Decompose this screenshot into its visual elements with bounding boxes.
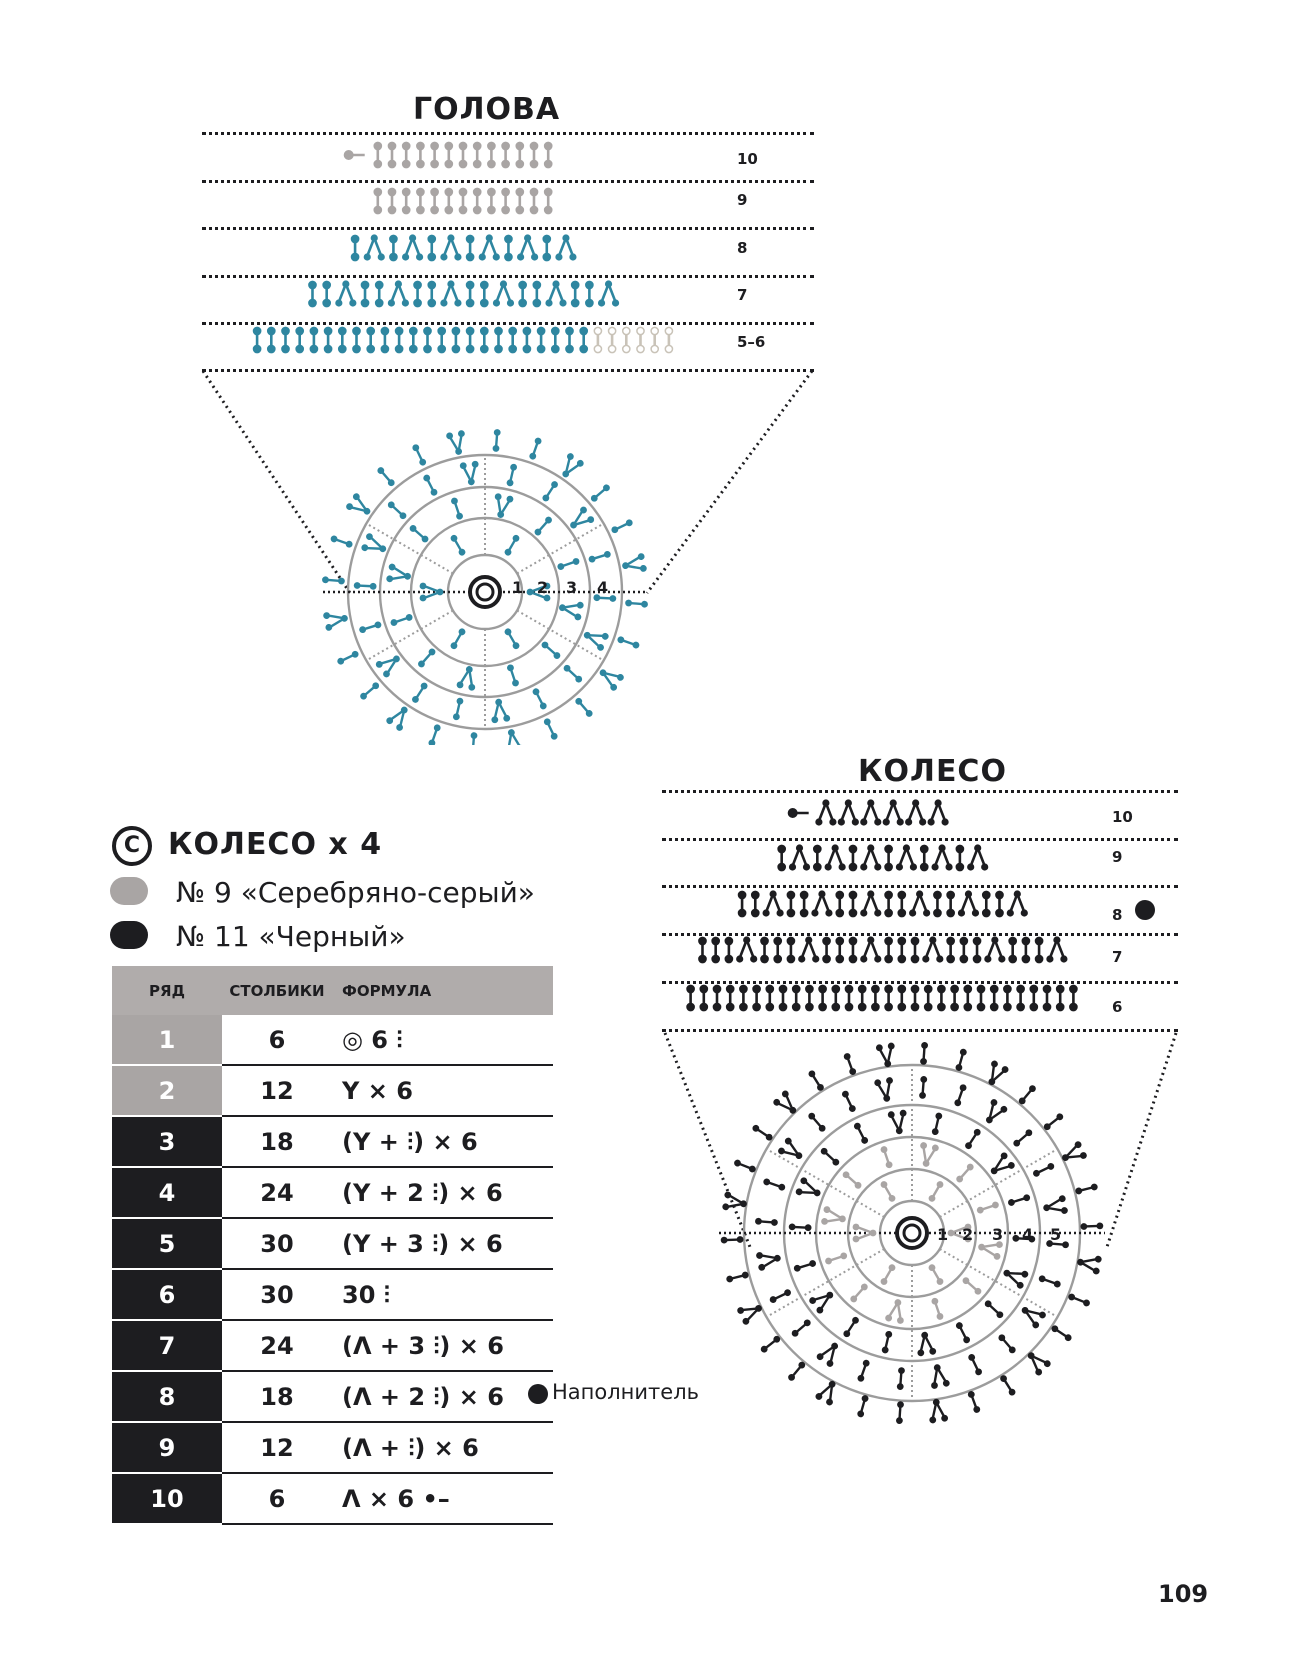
single-crochet-symbol <box>814 845 821 870</box>
round-stitch-symbol <box>721 1236 744 1244</box>
round-stitch-symbol <box>793 1259 817 1272</box>
pattern-table <box>112 966 553 1525</box>
single-crochet-symbol <box>996 891 1003 916</box>
decrease-symbol <box>984 936 1005 962</box>
head-diagram-label: 3 <box>566 578 578 597</box>
round-stitch-symbol <box>879 1180 896 1203</box>
round-stitch-symbol <box>881 1330 893 1354</box>
row-stitches: 12 <box>222 1065 332 1116</box>
decrease-symbol <box>736 936 757 962</box>
single-crochet-symbol <box>849 845 856 870</box>
round-stitch-symbol <box>1000 1263 1029 1290</box>
legend-silver-text: № 9 «Серебряно-серый» <box>176 876 535 909</box>
table-row <box>112 1065 553 1116</box>
wheel-row-label: 7 <box>1112 948 1123 966</box>
fasten-off-symbol <box>788 808 809 818</box>
single-crochet-symbol <box>911 937 918 962</box>
single-crochet-symbol <box>1022 937 1029 962</box>
round-stitch-symbol <box>964 1128 982 1151</box>
round-stitch-symbol <box>1007 1194 1031 1207</box>
round-stitch-symbol <box>795 1176 824 1203</box>
single-crochet-symbol <box>752 891 759 916</box>
round-stitch-symbol <box>842 1316 860 1339</box>
round-stitch-symbol <box>1042 1112 1064 1131</box>
single-crochet-symbol <box>885 937 892 962</box>
round-stitch-symbol <box>736 1298 766 1325</box>
wheel-diagram-label: 5 <box>1050 1225 1062 1244</box>
round-stitch-symbol <box>967 1353 983 1376</box>
round-stitch-symbol <box>955 1162 975 1184</box>
round-stitch-symbol <box>915 1331 937 1357</box>
row-stitches: 18 <box>222 1116 332 1167</box>
round-stitch-symbol <box>790 1318 812 1338</box>
round-stitch-symbol <box>841 1090 857 1113</box>
single-crochet-symbol <box>1057 985 1064 1010</box>
decrease-symbol <box>909 890 930 916</box>
single-crochet-symbol <box>699 937 706 962</box>
magic-ring-icon <box>897 1218 927 1248</box>
decrease-symbol <box>905 799 926 825</box>
decrease-symbol <box>1007 890 1028 916</box>
round-stitch-symbol <box>953 1083 967 1107</box>
round-stitch-symbol <box>976 1201 1000 1215</box>
row-number: 5 <box>112 1218 222 1269</box>
single-crochet-symbol <box>787 891 794 916</box>
filler-icon <box>1135 900 1155 920</box>
wheel-diagram-label: 4 <box>1022 1225 1034 1244</box>
head-diagram-label: 1 <box>512 578 524 597</box>
single-crochet-symbol <box>725 937 732 962</box>
single-crochet-symbol <box>938 985 945 1010</box>
header-formula: ФОРМУЛА <box>332 966 553 1015</box>
row-formula: (Y + 2 ⫶) × 6 <box>332 1167 553 1218</box>
decrease-symbol <box>825 844 846 870</box>
filler-note: Наполнитель <box>552 1380 699 1404</box>
round-stitch-symbol <box>815 1338 844 1368</box>
decrease-symbol <box>789 844 810 870</box>
row-stitches: 24 <box>222 1320 332 1371</box>
single-crochet-symbol <box>774 937 781 962</box>
round-stitch-symbol <box>1075 1183 1099 1195</box>
round-stitch-symbol <box>756 1248 783 1271</box>
round-stitch-symbol <box>931 1297 945 1321</box>
single-crochet-symbol <box>836 937 843 962</box>
round-stitch-symbol <box>999 1374 1017 1397</box>
round-stitch-symbol <box>772 1089 802 1119</box>
decrease-symbol <box>763 890 784 916</box>
single-crochet-symbol <box>911 985 918 1010</box>
round-stitch-symbol <box>980 1098 1009 1128</box>
wheel-section-title: КОЛЕСО x 4 <box>168 827 383 862</box>
row-stitches: 30 <box>222 1269 332 1320</box>
single-crochet-symbol <box>761 937 768 962</box>
round-stitch-symbol <box>733 1159 757 1174</box>
round-stitch-symbol <box>1042 1195 1069 1218</box>
header-stitches: СТОЛБИКИ <box>222 966 332 1015</box>
table-row <box>112 1422 553 1473</box>
wheel-row-label: 10 <box>1112 808 1133 826</box>
round-stitch-symbol <box>1050 1324 1073 1342</box>
head-diagram-label: 2 <box>537 578 549 597</box>
row-stitches: 24 <box>222 1167 332 1218</box>
round-stitch-symbol <box>821 1206 848 1229</box>
round-stitch-symbol <box>916 1142 939 1169</box>
round-stitch-symbol <box>787 1360 807 1382</box>
row-formula: Y × 6 <box>332 1065 553 1116</box>
row-formula: (Ʌ + ⫶) × 6 <box>332 1422 553 1473</box>
round-stitch-symbol <box>1022 1347 1052 1377</box>
single-crochet-symbol <box>819 985 826 1010</box>
head-title: ГОЛОВА <box>413 92 561 127</box>
single-crochet-symbol <box>956 845 963 870</box>
table-row <box>112 1116 553 1167</box>
decrease-symbol <box>860 799 881 825</box>
round-stitch-symbol <box>897 1367 906 1390</box>
round-stitch-symbol <box>853 1122 869 1145</box>
round-stitch-symbol <box>807 1069 825 1092</box>
round-stitch-symbol <box>880 1145 894 1169</box>
single-crochet-symbol <box>845 985 852 1010</box>
wheel-row-label: 8 <box>1112 906 1123 924</box>
round-stitch-symbol <box>931 1112 943 1136</box>
wheel-diagram-label: 1 <box>937 1225 949 1244</box>
decrease-symbol <box>922 936 943 962</box>
round-stitch-symbol <box>1017 1301 1047 1330</box>
wheel-row-label: 6 <box>1112 998 1123 1016</box>
decrease-symbol <box>860 890 881 916</box>
round-stitch-symbol <box>1017 1084 1037 1106</box>
single-crochet-symbol <box>934 891 941 916</box>
single-crochet-symbol <box>849 891 856 916</box>
round-stitch-symbol <box>926 1398 948 1424</box>
legend-black-text: № 11 «Черный» <box>176 920 406 953</box>
round-stitch-symbol <box>927 1180 944 1203</box>
row-number: 4 <box>112 1167 222 1218</box>
single-crochet-symbol <box>687 985 694 1010</box>
single-crochet-symbol <box>898 985 905 1010</box>
copyright-icon: C <box>112 826 152 866</box>
single-crochet-symbol <box>849 937 856 962</box>
row-number: 3 <box>112 1116 222 1167</box>
round-stitch-symbol <box>896 1401 904 1424</box>
row-number: 9 <box>112 1422 222 1473</box>
row-number: 10 <box>112 1473 222 1524</box>
table-row <box>112 1269 553 1320</box>
round-stitch-symbol <box>1032 1162 1055 1178</box>
single-crochet-symbol <box>947 937 954 962</box>
row-number: 2 <box>112 1065 222 1116</box>
single-crochet-symbol <box>921 845 928 870</box>
table-row <box>112 1320 553 1371</box>
head-row-label: 7 <box>737 286 748 304</box>
single-crochet-symbol <box>898 891 905 916</box>
head-row-label: 9 <box>737 191 748 209</box>
wheel-title: КОЛЕСО <box>858 754 1007 789</box>
row-stitches: 18 <box>222 1371 332 1422</box>
single-crochet-symbol <box>951 985 958 1010</box>
row-formula: ◎ 6 ⫶ <box>332 1015 553 1065</box>
single-crochet-symbol <box>779 985 786 1010</box>
wheel-diagram-label: 3 <box>992 1225 1004 1244</box>
single-crochet-symbol <box>727 985 734 1010</box>
row-formula: (Ʌ + 2 ⫶) × 6 <box>332 1371 553 1422</box>
round-stitch-symbol <box>789 1223 812 1231</box>
single-crochet-symbol <box>1017 985 1024 1010</box>
single-crochet-symbol <box>973 937 980 962</box>
decrease-symbol <box>896 844 917 870</box>
head-row-label: 10 <box>737 150 758 168</box>
single-crochet-symbol <box>885 985 892 1010</box>
head-row-label: 5–6 <box>737 333 766 351</box>
wheel-round-diagram <box>655 1025 1185 1445</box>
table-row <box>112 1473 553 1524</box>
decrease-symbol <box>860 936 881 962</box>
round-stitch-symbol <box>876 1042 898 1068</box>
round-stitch-symbol <box>919 1076 928 1099</box>
single-crochet-symbol <box>977 985 984 1010</box>
round-stitch-symbol <box>841 1170 863 1190</box>
round-stitch-symbol <box>983 1299 1004 1320</box>
table-row <box>112 1371 553 1422</box>
round-stitch-symbol <box>1080 1222 1103 1230</box>
head-row-label: 8 <box>737 239 748 257</box>
round-stitch-symbol <box>982 1059 1010 1089</box>
single-crochet-symbol <box>806 985 813 1010</box>
page-number: 109 <box>1158 1580 1209 1608</box>
row-stitches: 6 <box>222 1015 332 1065</box>
row-stitches: 30 <box>222 1218 332 1269</box>
round-stitch-symbol <box>814 1377 842 1407</box>
single-crochet-symbol <box>1030 985 1037 1010</box>
single-crochet-symbol <box>960 937 967 962</box>
round-stitch-symbol <box>920 1042 928 1065</box>
round-stitch-symbol <box>1058 1140 1088 1167</box>
round-stitch-symbol <box>997 1333 1017 1355</box>
decrease-symbol <box>931 844 952 870</box>
decrease-symbol <box>798 936 819 962</box>
single-crochet-symbol <box>964 985 971 1010</box>
single-crochet-symbol <box>753 985 760 1010</box>
round-stitch-symbol <box>874 1077 897 1104</box>
single-crochet-symbol <box>832 985 839 1010</box>
row-formula: (Ʌ + 3 ⫶) × 6 <box>332 1320 553 1371</box>
single-crochet-symbol <box>1004 985 1011 1010</box>
single-crochet-symbol <box>1070 985 1077 1010</box>
wheel-diagram-label: 2 <box>962 1225 974 1244</box>
row-number: 6 <box>112 1269 222 1320</box>
round-stitch-symbol <box>769 1288 792 1304</box>
single-crochet-symbol <box>983 891 990 916</box>
round-stitch-symbol <box>856 1394 869 1418</box>
row-formula: 30 ⫶ <box>332 1269 553 1320</box>
row-formula: (Y + ⫶) × 6 <box>332 1116 553 1167</box>
row-stitches: 6 <box>222 1473 332 1524</box>
single-crochet-symbol <box>991 985 998 1010</box>
single-crochet-symbol <box>1043 985 1050 1010</box>
single-crochet-symbol <box>947 891 954 916</box>
single-crochet-symbol <box>925 985 932 1010</box>
row-stitches: 12 <box>222 1422 332 1473</box>
round-stitch-symbol <box>857 1359 871 1383</box>
round-stitch-symbol <box>955 1321 971 1344</box>
round-stitch-symbol <box>843 1052 857 1076</box>
decrease-symbol <box>958 890 979 916</box>
header-row: РЯД <box>112 966 222 1015</box>
row-formula: Ʌ × 6 •– <box>332 1473 553 1524</box>
row-number: 8 <box>112 1371 222 1422</box>
decrease-symbol <box>815 799 836 825</box>
round-stitch-symbol <box>1067 1293 1091 1308</box>
single-crochet-symbol <box>823 937 830 962</box>
round-stitch-symbol <box>927 1263 944 1286</box>
round-stitch-symbol <box>762 1178 786 1192</box>
row-number: 7 <box>112 1320 222 1371</box>
single-crochet-symbol <box>872 985 879 1010</box>
single-crochet-symbol <box>885 891 892 916</box>
single-crochet-symbol <box>738 891 745 916</box>
table-row <box>112 1167 553 1218</box>
single-crochet-symbol <box>740 985 747 1010</box>
round-stitch-symbol <box>967 1390 981 1414</box>
single-crochet-symbol <box>766 985 773 1010</box>
wheel-row-label: 9 <box>1112 848 1123 866</box>
decrease-symbol <box>967 844 988 870</box>
round-stitch-symbol <box>961 1276 983 1296</box>
round-stitch-symbol <box>819 1146 840 1167</box>
single-crochet-symbol <box>801 891 808 916</box>
round-stitch-symbol <box>726 1271 750 1283</box>
decrease-symbol <box>811 890 832 916</box>
round-stitch-symbol <box>955 1048 968 1072</box>
decrease-symbol <box>838 799 859 825</box>
table-row <box>112 1218 553 1269</box>
decrease-symbol <box>1046 936 1067 962</box>
single-crochet-symbol <box>793 985 800 1010</box>
single-crochet-symbol <box>700 985 707 1010</box>
single-crochet-symbol <box>1009 937 1016 962</box>
round-stitch-symbol <box>807 1111 827 1133</box>
round-stitch-symbol <box>849 1282 869 1304</box>
single-crochet-symbol <box>885 845 892 870</box>
head-diagram-label: 4 <box>597 578 609 597</box>
round-stitch-symbol <box>887 1109 909 1135</box>
single-crochet-symbol <box>712 937 719 962</box>
round-stitch-symbol <box>759 1335 781 1354</box>
row-number: 1 <box>112 1015 222 1065</box>
row-formula: (Y + 3 ⫶) × 6 <box>332 1218 553 1269</box>
single-crochet-symbol <box>778 845 785 870</box>
decrease-symbol <box>883 799 904 825</box>
round-stitch-symbol <box>1038 1274 1062 1288</box>
filler-icon <box>528 1384 548 1404</box>
round-stitch-symbol <box>751 1124 774 1142</box>
round-stitch-symbol <box>879 1263 896 1286</box>
single-crochet-symbol <box>836 891 843 916</box>
single-crochet-symbol <box>859 985 866 1010</box>
round-stitch-symbol <box>824 1252 848 1266</box>
single-crochet-symbol <box>898 937 905 962</box>
decrease-symbol <box>860 844 881 870</box>
round-stitch-symbol <box>755 1218 778 1227</box>
decrease-symbol <box>928 799 949 825</box>
round-stitch-symbol <box>1012 1128 1034 1148</box>
single-crochet-symbol <box>713 985 720 1010</box>
single-crochet-symbol <box>1035 937 1042 962</box>
single-crochet-symbol <box>787 937 794 962</box>
round-stitch-symbol <box>927 1363 950 1390</box>
round-stitch-symbol <box>777 1136 807 1165</box>
round-stitch-symbol <box>885 1297 908 1324</box>
